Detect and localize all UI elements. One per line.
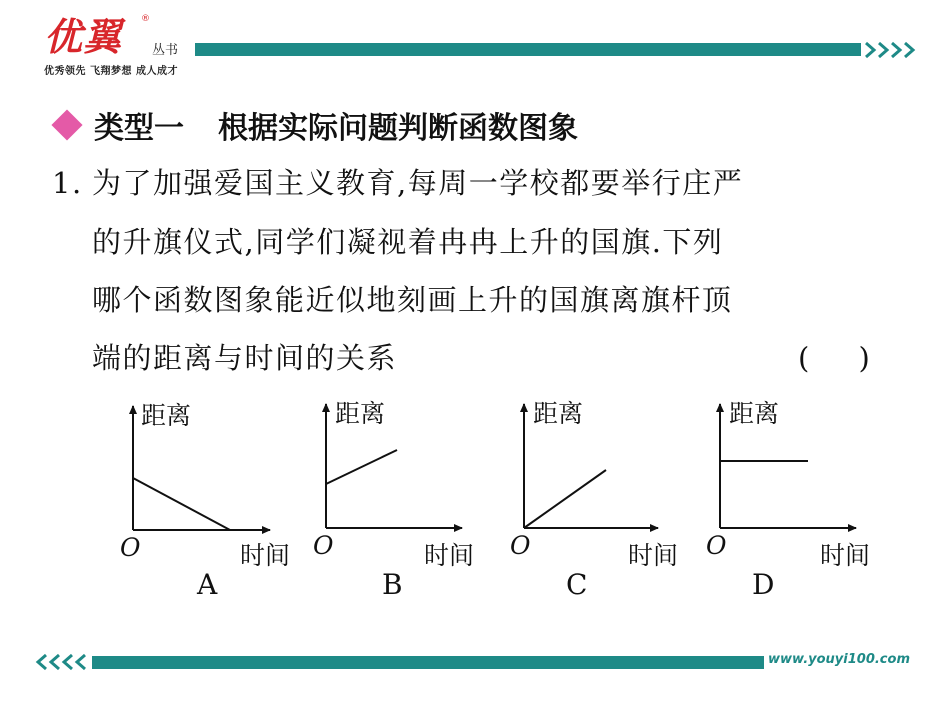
question-text-line: 的升旗仪式,同学们凝视着冉冉上升的国旗.下列 — [92, 225, 724, 259]
graph-d-y-label: 距离 — [729, 399, 780, 428]
graph-c-y-label: 距离 — [533, 399, 584, 428]
graph-b-y-label: 距离 — [335, 399, 386, 428]
question-text-line: 哪个函数图象能近似地刻画上升的国旗离旗杆顶 — [92, 283, 733, 317]
graph-a-x-label: 时间 — [240, 541, 291, 570]
graph-b-function-line — [326, 450, 397, 484]
option-label-d: D — [752, 568, 775, 601]
option-label-a: A — [197, 568, 218, 601]
graph-b-origin: O — [313, 531, 334, 560]
graph-c-x-label: 时间 — [628, 541, 679, 570]
registered-mark: ® — [141, 14, 150, 24]
site-url: www.youyi100.com — [768, 652, 910, 667]
graph-b-x-label: 时间 — [424, 541, 475, 570]
answer-blank: ( ) — [798, 341, 870, 375]
graph-d-x-label: 时间 — [820, 541, 871, 570]
question-number: 1. — [52, 166, 83, 200]
question-text-line: 端的距离与时间的关系 — [92, 341, 398, 375]
graph-d-origin: O — [706, 531, 727, 560]
option-label-c: C — [566, 568, 588, 601]
graph-a-origin: O — [120, 533, 141, 562]
series-label: 丛书 — [152, 43, 179, 58]
graph-c-function-line — [524, 470, 606, 528]
graph-c-origin: O — [510, 531, 531, 560]
footer-divider-bar — [92, 656, 764, 669]
brand-slogan: 优秀领先 飞翔梦想 成人成才 — [44, 66, 178, 77]
graph-a-function-line — [133, 478, 230, 530]
option-label-b: B — [382, 568, 403, 601]
section-name: 根据实际问题判断函数图象 — [218, 111, 578, 146]
chevron-left-icon — [32, 652, 92, 672]
section-type-label: 类型一 — [94, 111, 184, 146]
question-text-line: 为了加强爱国主义教育,每周一学校都要举行庄严 — [92, 166, 744, 200]
graph-a-y-label: 距离 — [141, 401, 192, 430]
logo-text: 优翼 — [44, 15, 123, 59]
